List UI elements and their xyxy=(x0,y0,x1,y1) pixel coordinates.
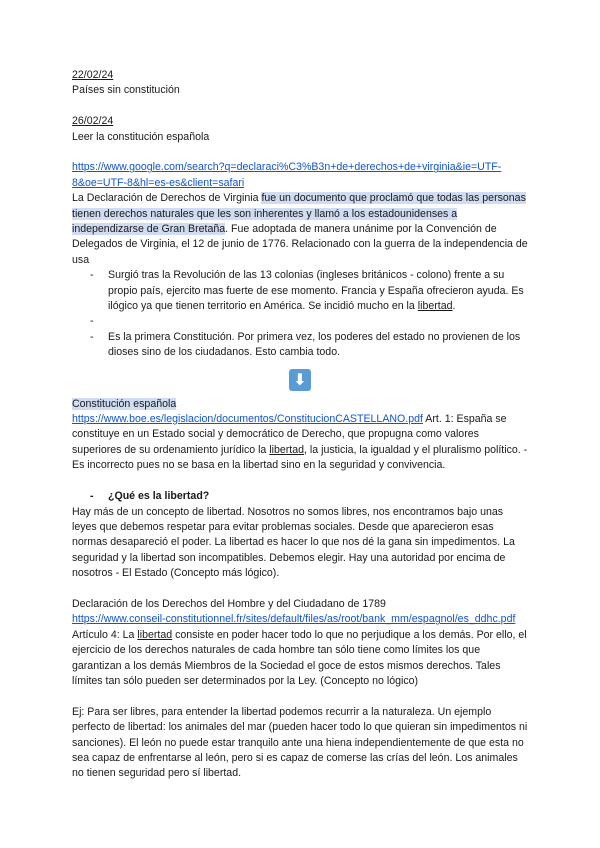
derechos-title: Declaración de los Derechos del Hombre y del Ciudadano de 1789 xyxy=(72,597,386,610)
list-item xyxy=(72,268,528,314)
virginia-paragraph xyxy=(72,191,528,268)
bullet-text-end: . xyxy=(452,300,456,313)
virginia-highlighted-text: fue un documento que proclamó que todas las personas tienen derechos naturales que les son inherentes y llamó a los estadounidenses a independizarse de Gran Bretaña xyxy=(72,192,526,236)
question-list xyxy=(72,489,528,504)
virginia-search-link[interactable]: https://www.google.com/search?q=declaraci%C3%B3n+de+derechos+de+virginia&ie=UTF-8&oe=UTF-8&hl=es-es&client=safari xyxy=(72,161,502,189)
arrow-container xyxy=(72,369,528,391)
libertad-word: libertad xyxy=(269,443,305,456)
libertad-word: libertad xyxy=(417,300,453,313)
libertad-word: libertad xyxy=(137,628,173,641)
virginia-intro: La Declaración de Derechos de Virginia xyxy=(72,192,262,205)
derechos-paragraph xyxy=(72,612,528,689)
espanola-title-paragraph xyxy=(72,397,528,412)
derechos-text: Artículo 4: La xyxy=(72,628,138,641)
derechos-text-end: consiste en poder hacer todo lo que no perjudique a los demás. Por ello, el ejercicio de los derechos naturales de cada hombre tan sólo tiene como límites los que garantizan a los demás Miembros de la Sociedad el goce de estos mismos derechos. Tales límites tan sólo pueden ser determinados por la Ley. (Concepto no lógico) xyxy=(72,628,527,687)
libertad-question: - ¿Qué es la libertad? xyxy=(72,489,528,504)
espanola-paragraph xyxy=(72,412,528,474)
boe-link[interactable]: https://www.boe.es/legislacion/documentos/ConstitucionCASTELLANO.pdf xyxy=(72,413,423,426)
entry-date: 22/02/24 xyxy=(72,69,114,81)
espanola-text: Art. 1: España se constituye en un Estado social y democrático de Derecho, que propugna como valores superiores de su ordenamiento jurídico la xyxy=(72,413,507,456)
document-page xyxy=(72,68,528,782)
list-spacer xyxy=(72,314,528,329)
conseil-link[interactable]: https://www.conseil-constitutionnel.fr/sites/default/files/as/root/bank_mm/espagnol/es_ddhc.pdf xyxy=(72,613,516,626)
libertad-paragraph: Hay más de un concepto de libertad. Nosotros no somos libres, nos encontramos bajo unas leyes que debemos respetar para evitar problemas sociales. Desde que aparecieron esas normas desapareció el poder. La libertad es hacer lo que nos dé la gana sin impedimentos. La seguridad y la libertad son incompatibles. Debemos elegir. Hay una autoridad por encima de nosotros - El Estado (Concepto más lógico). xyxy=(72,505,515,580)
down-arrow-icon: ⬇ xyxy=(289,369,311,391)
list-item: - Es la primera Constitución. Por primera vez, los poderes del estado no provienen de los dioses sino de los ciudadanos. Esto cambia todo. xyxy=(72,330,528,361)
virginia-rest: . Fue adoptada de manera unánime por la Convención de Delegados de Virginia, el 12 de junio de 1776. Relacionado con la guerra de la independencia de usa xyxy=(72,223,528,266)
virginia-bullet-list xyxy=(72,268,528,360)
espanola-title: Constitución española xyxy=(72,397,177,410)
entry-text: Países sin constitución xyxy=(72,84,180,97)
espanola-text-end: , la justicia, la igualdad y el pluralismo político. - Es incorrecto pues no se basa en la libertad sino en la seguridad y convivencia. xyxy=(72,443,528,472)
ejemplo-paragraph: Ej: Para ser libres, para entender la libertad podemos recurrir a la naturaleza. Un ejemplo perfecto de libertad: los animales del mar (pueden hacer todo lo que quieran sin impedimentos ni sanciones). El león no puede estar tranquilo ante una hiena independientemente de que esta no sea capaz de enfrentarse al león, pero si es capaz de comerse las crías del león. Los animales no tienen seguridad pero sí libertad. xyxy=(72,705,528,780)
bullet-text: Surgió tras la Revolución de las 13 colonias (ingleses británicos - colono) frente a su propio país, ejercito mas fuerte de ese momento. Francia y España ofrecieron ayuda. Es ilógico ya que tienen territorio en América. Se incidió mucho en la xyxy=(108,269,524,313)
entry-text: Leer la constitución española xyxy=(72,130,210,143)
virginia-link-paragraph xyxy=(72,160,528,191)
entry-date: 26/02/24 xyxy=(72,115,114,128)
